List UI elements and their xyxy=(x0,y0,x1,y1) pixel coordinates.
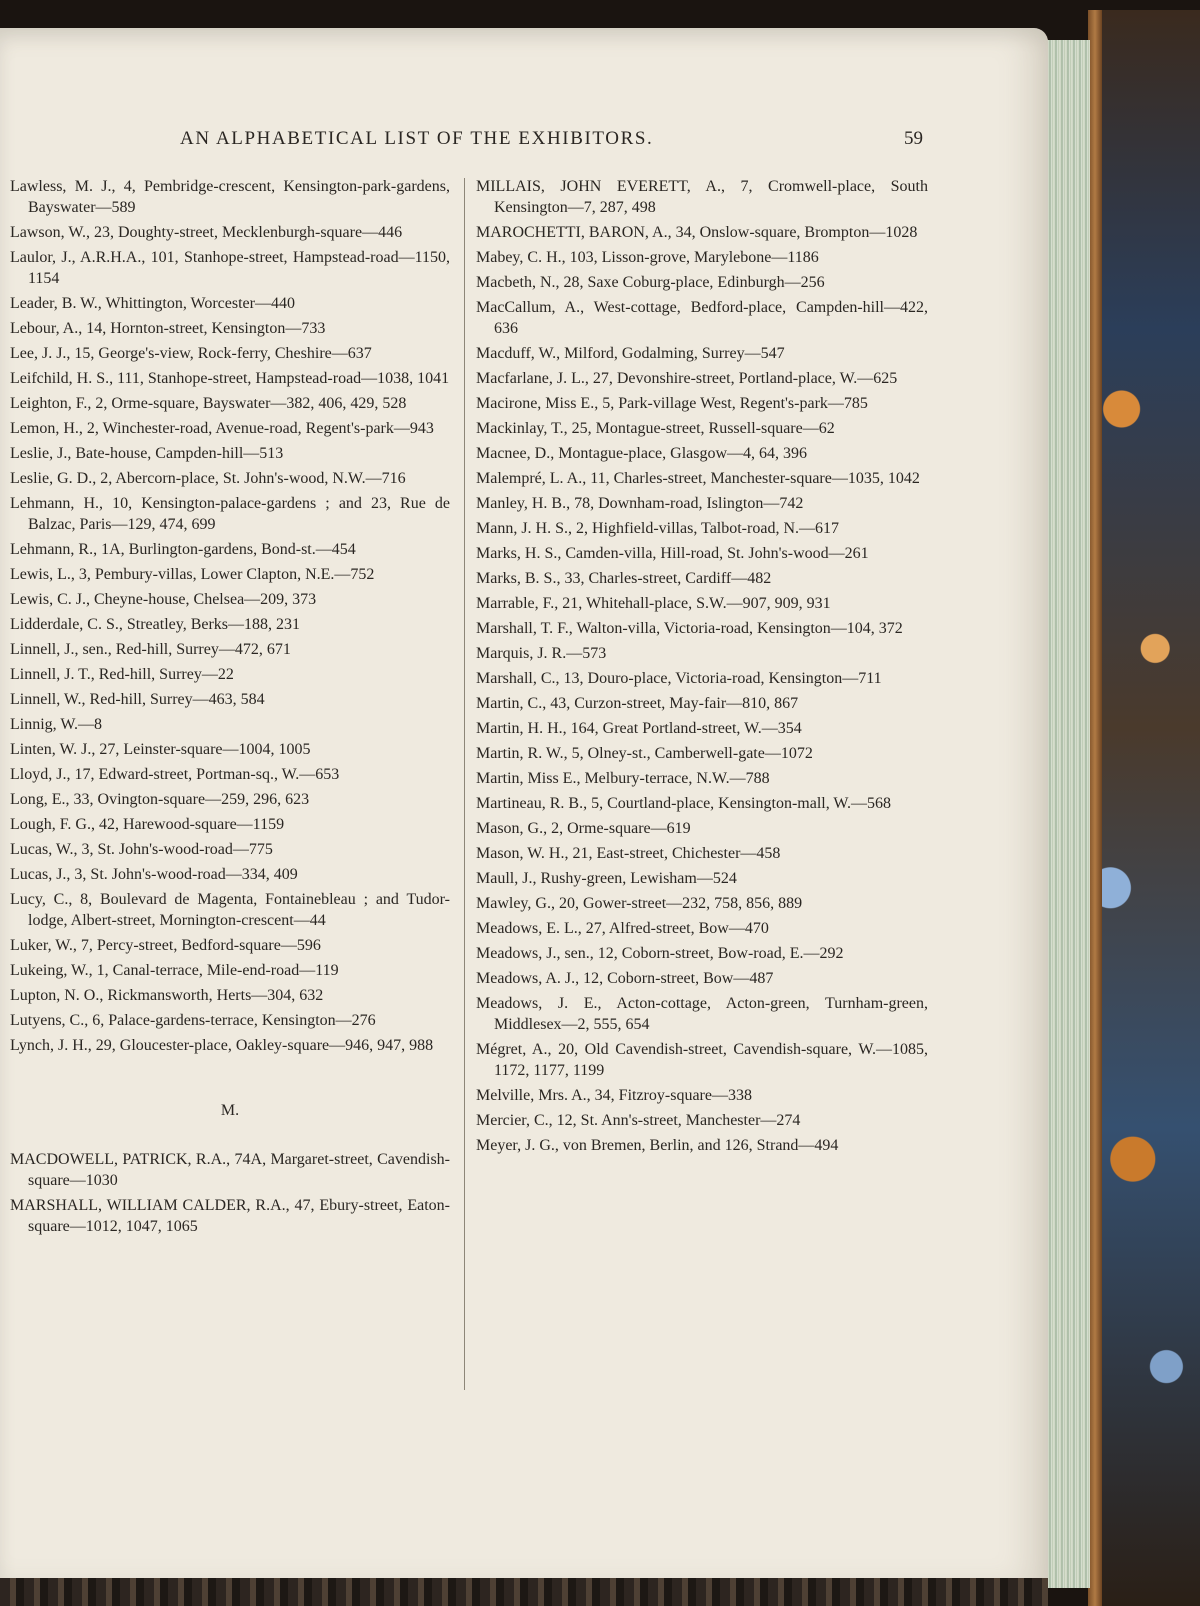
exhibitor-entry: Leslie, J., Bate-house, Campden-hill—513 xyxy=(10,445,284,462)
exhibitor-entry: Mabey, C. H., 103, Lisson-grove, Marylebone—1186 xyxy=(476,249,819,266)
right-entry-list xyxy=(476,176,928,1156)
exhibitor-entry: Lee, J. J., 15, George's-view, Rock-ferry, Cheshire—637 xyxy=(10,345,372,362)
exhibitor-entry: Lewis, L., 3, Pembury-villas, Lower Clapton, N.E.—752 xyxy=(10,566,375,583)
exhibitor-entry: Lough, F. G., 42, Harewood-square—1159 xyxy=(10,816,285,833)
exhibitor-entry: Laulor, J., A.R.H.A., 101, Stanhope-street, Hampstead-road—1150, 1154 xyxy=(10,249,450,287)
exhibitor-entry: Lehmann, R., 1A, Burlington-gardens, Bond-st.—454 xyxy=(10,541,356,558)
book-cover-marbled xyxy=(1088,10,1200,1606)
exhibitor-entry: Lupton, N. O., Rickmansworth, Herts—304, 632 xyxy=(10,987,324,1004)
page-number: 59 xyxy=(904,128,923,149)
exhibitor-entry: Martin, Miss E., Melbury-terrace, N.W.—788 xyxy=(476,770,770,787)
exhibitor-entry: Lewis, C. J., Cheyne-house, Chelsea—209, 373 xyxy=(10,591,317,608)
exhibitor-entry: Martin, R. W., 5, Olney-st., Camberwell-gate—1072 xyxy=(476,745,813,762)
exhibitor-entry: MARSHALL, WILLIAM CALDER, R.A., 47, Ebury-street, Eaton-square—1012, 1047, 1065 xyxy=(10,1197,450,1235)
exhibitor-entry: Luker, W., 7, Percy-street, Bedford-square—596 xyxy=(10,937,321,954)
left-m-entry-list xyxy=(10,1149,450,1237)
book-cover-spine-edge xyxy=(1088,10,1102,1606)
exhibitor-entry: Lehmann, H., 10, Kensington-palace-gardens ; and 23, Rue de Balzac, Paris—129, 474, 699 xyxy=(10,495,450,533)
column-divider xyxy=(464,178,465,1390)
exhibitor-entry: Lutyens, C., 6, Palace-gardens-terrace, Kensington—276 xyxy=(10,1012,376,1029)
exhibitor-entry: MAROCHETTI, BARON, A., 34, Onslow-square, Brompton—1028 xyxy=(476,224,918,241)
exhibitor-entry: Lucas, W., 3, St. John's-wood-road—775 xyxy=(10,841,273,858)
exhibitor-entry: Lloyd, J., 17, Edward-street, Portman-sq., W.—653 xyxy=(10,766,340,783)
exhibitor-entry: Mackinlay, T., 25, Montague-street, Russell-square—62 xyxy=(476,420,835,437)
left-entry-list xyxy=(10,176,450,1056)
exhibitor-entry: Linnell, J. T., Red-hill, Surrey—22 xyxy=(10,666,234,683)
right-column xyxy=(476,176,928,1160)
exhibitor-entry: Melville, Mrs. A., 34, Fitzroy-square—338 xyxy=(476,1087,752,1104)
exhibitor-entry: Mason, G., 2, Orme-square—619 xyxy=(476,820,691,837)
exhibitor-entry: Meadows, A. J., 12, Coborn-street, Bow—487 xyxy=(476,970,774,987)
exhibitor-entry: Meadows, E. L., 27, Alfred-street, Bow—470 xyxy=(476,920,769,937)
exhibitor-entry: Mégret, A., 20, Old Cavendish-street, Cavendish-square, W.—1085, 1172, 1177, 1199 xyxy=(476,1041,928,1079)
exhibitor-entry: Lawless, M. J., 4, Pembridge-crescent, Kensington-park-gardens, Bayswater—589 xyxy=(10,178,450,216)
exhibitor-entry: Leighton, F., 2, Orme-square, Bayswater—382, 406, 429, 528 xyxy=(10,395,407,412)
exhibitor-entry: Lebour, A., 14, Hornton-street, Kensington—733 xyxy=(10,320,326,337)
exhibitor-entry: Meyer, J. G., von Bremen, Berlin, and 126, Strand—494 xyxy=(476,1137,839,1154)
section-letter-m: M. xyxy=(220,1102,240,1119)
exhibitor-entry: Meadows, J. E., Acton-cottage, Acton-green, Turnham-green, Middlesex—2, 555, 654 xyxy=(476,995,928,1033)
exhibitor-entry: Marshall, C., 13, Douro-place, Victoria-road, Kensington—711 xyxy=(476,670,882,687)
exhibitor-entry: Long, E., 33, Ovington-square—259, 296, 623 xyxy=(10,791,310,808)
bottom-marbled-edge xyxy=(0,1578,1048,1606)
exhibitor-entry: Linnell, W., Red-hill, Surrey—463, 584 xyxy=(10,691,265,708)
exhibitor-entry: Macirone, Miss E., 5, Park-village West, Regent's-park—785 xyxy=(476,395,868,412)
book-page xyxy=(0,28,1048,1588)
exhibitor-entry: Lawson, W., 23, Doughty-street, Mecklenburgh-square—446 xyxy=(10,224,403,241)
exhibitor-entry: Marks, H. S., Camden-villa, Hill-road, St. John's-wood—261 xyxy=(476,545,869,562)
exhibitor-entry: Meadows, J., sen., 12, Coborn-street, Bow-road, E.—292 xyxy=(476,945,844,962)
exhibitor-entry: Lucas, J., 3, St. John's-wood-road—334, 409 xyxy=(10,866,298,883)
exhibitor-entry: MACDOWELL, PATRICK, R.A., 74A, Margaret-street, Cavendish-square—1030 xyxy=(10,1151,450,1189)
exhibitor-entry: Macbeth, N., 28, Saxe Coburg-place, Edinburgh—256 xyxy=(476,274,825,291)
exhibitor-entry: Linten, W. J., 27, Leinster-square—1004, 1005 xyxy=(10,741,311,758)
exhibitor-entry: Lukeing, W., 1, Canal-terrace, Mile-end-road—119 xyxy=(10,962,339,979)
exhibitor-entry: Malempré, L. A., 11, Charles-street, Manchester-square—1035, 1042 xyxy=(476,470,920,487)
exhibitor-entry: MacCallum, A., West-cottage, Bedford-place, Campden-hill—422, 636 xyxy=(476,299,928,337)
exhibitor-entry: Leslie, G. D., 2, Abercorn-place, St. John's-wood, N.W.—716 xyxy=(10,470,406,487)
page-header-title: AN ALPHABETICAL LIST OF THE EXHIBITORS. xyxy=(180,128,654,149)
exhibitor-entry: Macfarlane, J. L., 27, Devonshire-street, Portland-place, W.—625 xyxy=(476,370,898,387)
left-column xyxy=(10,176,450,1241)
exhibitor-entry: Maull, J., Rushy-green, Lewisham—524 xyxy=(476,870,737,887)
exhibitor-entry: Mason, W. H., 21, East-street, Chichester—458 xyxy=(476,845,781,862)
exhibitor-entry: Linnell, J., sen., Red-hill, Surrey—472, 671 xyxy=(10,641,291,658)
exhibitor-entry: Lidderdale, C. S., Streatley, Berks—188, 231 xyxy=(10,616,301,633)
exhibitor-entry: Marshall, T. F., Walton-villa, Victoria-road, Kensington—104, 372 xyxy=(476,620,903,637)
exhibitor-entry: Lucy, C., 8, Boulevard de Magenta, Fontainebleau ; and Tudor-lodge, Albert-street, Mornington-crescent—44 xyxy=(10,891,450,929)
exhibitor-entry: Mawley, G., 20, Gower-street—232, 758, 856, 889 xyxy=(476,895,803,912)
exhibitor-entry: Marrable, F., 21, Whitehall-place, S.W.—907, 909, 931 xyxy=(476,595,831,612)
exhibitor-entry: Martineau, R. B., 5, Courtland-place, Kensington-mall, W.—568 xyxy=(476,795,892,812)
exhibitor-entry: Martin, H. H., 164, Great Portland-street, W.—354 xyxy=(476,720,802,737)
exhibitor-entry: Martin, C., 43, Curzon-street, May-fair—810, 867 xyxy=(476,695,799,712)
exhibitor-entry: Marks, B. S., 33, Charles-street, Cardiff—482 xyxy=(476,570,772,587)
exhibitor-entry: Mercier, C., 12, St. Ann's-street, Manchester—274 xyxy=(476,1112,801,1129)
exhibitor-entry: Macduff, W., Milford, Godalming, Surrey—547 xyxy=(476,345,785,362)
exhibitor-entry: Marquis, J. R.—573 xyxy=(476,645,607,662)
exhibitor-entry: Lemon, H., 2, Winchester-road, Avenue-road, Regent's-park—943 xyxy=(10,420,434,437)
exhibitor-entry: Manley, H. B., 78, Downham-road, Islington—742 xyxy=(476,495,804,512)
exhibitor-entry: Leader, B. W., Whittington, Worcester—440 xyxy=(10,295,295,312)
exhibitor-entry: Mann, J. H. S., 2, Highfield-villas, Talbot-road, N.—617 xyxy=(476,520,839,537)
exhibitor-entry: MILLAIS, JOHN EVERETT, A., 7, Cromwell-place, South Kensington—7, 287, 498 xyxy=(476,178,928,216)
exhibitor-entry: Lynch, J. H., 29, Gloucester-place, Oakley-square—946, 947, 988 xyxy=(10,1037,434,1054)
exhibitor-entry: Leifchild, H. S., 111, Stanhope-street, Hampstead-road—1038, 1041 xyxy=(10,370,450,387)
exhibitor-entry: Linnig, W.—8 xyxy=(10,716,103,733)
exhibitor-entry: Macnee, D., Montague-place, Glasgow—4, 64, 396 xyxy=(476,445,808,462)
